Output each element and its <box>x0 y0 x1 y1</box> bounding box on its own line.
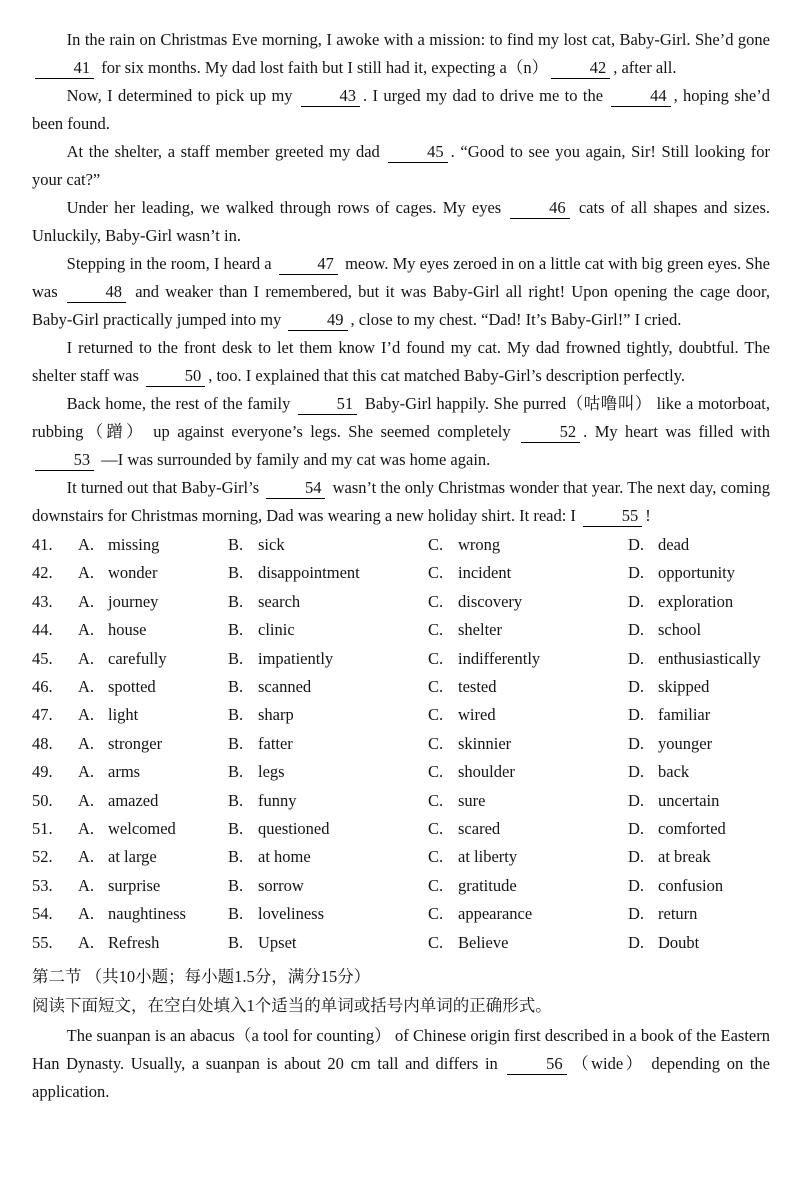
cloze-blank-42: 42 <box>551 58 610 79</box>
option-44-A <box>32 616 228 644</box>
option-44-D <box>628 616 770 644</box>
cloze-blank-44: 44 <box>611 86 670 107</box>
passage-paragraph: Stepping in the room, I heard a 47 meow. My eyes zeroed in on a little cat with big green eyes. She was 48 and weaker than I remembered, but it was Baby-Girl all right! Upon opening the cage door, Baby-Girl practically jumped into my 49 , close to my chest. “Dad! It’s Baby-Girl!” I cried. <box>32 254 771 329</box>
option-text: amazed <box>108 790 159 810</box>
passage-paragraph: It turned out that Baby-Girl’s 54 wasn’t the only Christmas wonder that year. The next day, coming downstairs for Christmas morning, Dad was wearing a new holiday shirt. It read: I 55 ! <box>32 478 770 525</box>
option-41-A <box>32 531 228 559</box>
cloze-blank-43: 43 <box>301 86 360 107</box>
option-45-B <box>228 645 428 673</box>
option-text: wrong <box>458 535 501 554</box>
cloze-blank-51: 51 <box>298 394 357 415</box>
option-47-B <box>228 701 428 729</box>
question-number: 42. <box>32 563 53 583</box>
option-letter: C. <box>428 733 444 753</box>
option-text: scanned <box>258 677 312 697</box>
option-text: indifferently <box>458 648 541 668</box>
question-number: 44. <box>32 620 53 640</box>
option-55-D <box>628 929 770 957</box>
option-52-A <box>32 843 228 871</box>
option-55-B <box>228 929 428 957</box>
option-48-A <box>32 730 228 758</box>
option-text: return <box>658 904 698 924</box>
option-46-C <box>428 673 628 701</box>
option-letter: D. <box>628 847 645 867</box>
cloze-blank-47: 47 <box>279 254 338 275</box>
option-51-B <box>228 815 428 843</box>
question-number: 43. <box>32 591 53 611</box>
option-46-D <box>628 673 770 701</box>
option-letter: D. <box>628 762 645 782</box>
option-46-B <box>228 673 428 701</box>
option-text: scared <box>458 819 501 839</box>
option-text: sorrow <box>258 875 304 895</box>
option-letter: A. <box>78 819 95 839</box>
option-letter: C. <box>428 705 444 725</box>
option-text: naughtiness <box>108 904 186 924</box>
option-letter: D. <box>628 648 645 668</box>
option-50-D <box>628 787 770 815</box>
option-47-D <box>628 701 770 729</box>
option-letter: A. <box>78 591 95 611</box>
option-51-C <box>428 815 628 843</box>
option-53-B <box>228 872 428 900</box>
option-53-D <box>628 872 770 900</box>
option-text: at liberty <box>458 847 518 867</box>
option-41-C <box>428 531 628 559</box>
option-letter: D. <box>628 535 645 554</box>
option-text: enthusiastically <box>658 648 761 668</box>
option-letter: C. <box>428 790 444 810</box>
question-number: 48. <box>32 733 53 753</box>
question-row-48 <box>32 730 770 758</box>
option-42-A <box>32 559 228 587</box>
option-letter: B. <box>228 620 244 640</box>
cloze-blank-49: 49 <box>288 310 347 331</box>
option-letter: B. <box>228 535 244 554</box>
option-51-A <box>32 815 228 843</box>
option-text: comforted <box>658 819 726 839</box>
option-text: familiar <box>658 705 711 725</box>
option-text: spotted <box>108 677 156 697</box>
option-letter: B. <box>228 648 244 668</box>
option-text: skipped <box>658 677 710 697</box>
question-row-46 <box>32 673 770 701</box>
option-text: sure <box>458 790 486 810</box>
option-letter: C. <box>428 932 444 952</box>
option-52-B <box>228 843 428 871</box>
option-letter: B. <box>228 733 244 753</box>
option-53-A <box>32 872 228 900</box>
question-row-49 <box>32 758 770 786</box>
question-number: 49. <box>32 762 53 782</box>
question-number: 47. <box>32 705 53 725</box>
option-55-C <box>428 929 628 957</box>
option-text: house <box>108 620 147 640</box>
cloze-blank-46: 46 <box>510 198 569 219</box>
option-41-B <box>228 531 428 559</box>
option-42-D <box>628 559 770 587</box>
cloze-blank-48: 48 <box>67 282 126 303</box>
option-letter: A. <box>78 705 95 725</box>
option-43-B <box>228 588 428 616</box>
option-45-D <box>628 645 770 673</box>
option-48-D <box>628 730 770 758</box>
option-48-C <box>428 730 628 758</box>
question-number: 54. <box>32 904 53 924</box>
option-text: Believe <box>458 932 509 952</box>
option-text: wired <box>458 705 496 725</box>
question-row-42 <box>32 559 770 587</box>
question-row-50 <box>32 787 770 815</box>
option-text: arms <box>108 762 141 782</box>
option-letter: C. <box>428 535 444 554</box>
section-two <box>32 962 770 1106</box>
option-54-B <box>228 900 428 928</box>
option-text: wonder <box>108 563 158 583</box>
option-text: younger <box>658 733 713 753</box>
option-text: school <box>658 620 702 640</box>
option-letter: D. <box>628 932 645 952</box>
option-letter: A. <box>78 762 95 782</box>
section-two-passage <box>32 1022 770 1106</box>
option-50-C <box>428 787 628 815</box>
question-row-43 <box>32 588 770 616</box>
option-text: at large <box>108 847 157 867</box>
option-49-C <box>428 758 628 786</box>
option-letter: C. <box>428 620 444 640</box>
option-text: incident <box>458 563 512 583</box>
option-55-A <box>32 929 228 957</box>
option-48-B <box>228 730 428 758</box>
passage-paragraph: In the rain on Christmas Eve morning, I awoke with a mission: to find my lost cat, Baby-Girl. She’d gone 41 for six months. My dad lost faith but I still had it, expecting a（n） 42 , after all. <box>32 26 770 82</box>
option-49-B <box>228 758 428 786</box>
option-letter: B. <box>228 762 244 782</box>
option-49-A <box>32 758 228 786</box>
section-two-instruction: 阅读下面短文，在空白处填入1个适当的单词或括号内单词的正确形式。 <box>32 996 552 1016</box>
option-text: appearance <box>458 904 533 924</box>
option-letter: A. <box>78 733 95 753</box>
option-letter: D. <box>628 705 645 725</box>
option-45-A <box>32 645 228 673</box>
option-46-A <box>32 673 228 701</box>
option-letter: B. <box>228 847 244 867</box>
option-text: exploration <box>658 591 734 611</box>
option-text: sharp <box>258 705 294 725</box>
section-two-paragraph: The suanpan is an abacus（a tool for counting） of Chinese origin first described in a book of the Eastern Han Dynasty. Usually, a suanpan is about 20 cm tall and differs in 56 （wide） depending on the application. <box>32 1026 770 1102</box>
option-43-D <box>628 588 770 616</box>
option-letter: C. <box>428 819 444 839</box>
option-text: search <box>258 591 301 611</box>
option-letter: D. <box>628 875 645 895</box>
option-letter: A. <box>78 535 95 554</box>
option-letter: A. <box>78 790 95 810</box>
option-letter: D. <box>628 620 645 640</box>
question-row-45 <box>32 645 770 673</box>
option-54-D <box>628 900 770 928</box>
question-number: 46. <box>32 677 53 697</box>
option-text: shoulder <box>458 762 515 782</box>
option-text: shelter <box>458 620 502 640</box>
option-letter: B. <box>228 819 244 839</box>
cloze-blank-53: 53 <box>35 450 94 471</box>
option-54-C <box>428 900 628 928</box>
cloze-blank-50: 50 <box>146 366 205 387</box>
option-letter: A. <box>78 648 95 668</box>
question-number: 52. <box>32 847 53 867</box>
option-47-A <box>32 701 228 729</box>
option-text: fatter <box>258 733 293 753</box>
question-number: 41. <box>32 535 53 554</box>
option-letter: C. <box>428 904 444 924</box>
option-text: questioned <box>258 819 330 839</box>
cloze-blank-52: 52 <box>521 422 580 443</box>
option-41-D <box>628 531 770 559</box>
option-51-D <box>628 815 770 843</box>
question-number: 51. <box>32 819 53 839</box>
option-letter: C. <box>428 648 444 668</box>
option-text: Refresh <box>108 932 160 952</box>
option-53-C <box>428 872 628 900</box>
option-text: Doubt <box>658 932 700 952</box>
option-text: loveliness <box>258 904 324 924</box>
cloze-blank-55: 55 <box>583 506 642 527</box>
passage-paragraph: Now, I determined to pick up my 43 . I urged my dad to drive me to the 44 , hoping she’d been found. <box>32 86 770 133</box>
option-letter: B. <box>228 563 244 583</box>
option-text: carefully <box>108 648 167 668</box>
option-text: missing <box>108 535 160 554</box>
option-54-A <box>32 900 228 928</box>
question-number: 50. <box>32 790 53 810</box>
option-text: legs <box>258 762 285 782</box>
option-letter: A. <box>78 932 95 952</box>
option-text: dead <box>658 535 690 554</box>
option-letter: A. <box>78 620 95 640</box>
option-43-C <box>428 588 628 616</box>
option-text: welcomed <box>108 819 176 839</box>
cloze-blank-45: 45 <box>388 142 447 163</box>
option-text: opportunity <box>658 563 735 583</box>
option-letter: D. <box>628 591 645 611</box>
option-text: confusion <box>658 875 724 895</box>
option-letter: D. <box>628 733 645 753</box>
option-letter: B. <box>228 790 244 810</box>
option-42-B <box>228 559 428 587</box>
option-letter: B. <box>228 677 244 697</box>
option-text: at break <box>658 847 711 867</box>
option-text: funny <box>258 790 297 810</box>
question-row-55 <box>32 929 770 957</box>
option-letter: C. <box>428 875 444 895</box>
option-letter: A. <box>78 677 95 697</box>
option-43-A <box>32 588 228 616</box>
option-text: discovery <box>458 591 523 611</box>
option-letter: C. <box>428 762 444 782</box>
option-letter: D. <box>628 790 645 810</box>
option-letter: D. <box>628 563 645 583</box>
option-letter: B. <box>228 591 244 611</box>
option-letter: B. <box>228 875 244 895</box>
question-row-54 <box>32 900 770 928</box>
option-letter: C. <box>428 591 444 611</box>
option-44-C <box>428 616 628 644</box>
option-text: skinnier <box>458 733 512 753</box>
option-letter: A. <box>78 904 95 924</box>
option-letter: A. <box>78 875 95 895</box>
option-44-B <box>228 616 428 644</box>
question-row-53 <box>32 872 770 900</box>
option-letter: B. <box>228 904 244 924</box>
option-letter: D. <box>628 819 645 839</box>
option-50-A <box>32 787 228 815</box>
option-45-C <box>428 645 628 673</box>
option-text: clinic <box>258 620 295 640</box>
passage-paragraph: Back home, the rest of the family 51 Baby-Girl happily. She purred（咕噜叫） like a motorboat, rubbing（蹭） up against everyone’s legs. She seemed completely 52 . My heart was filled with 53 —I was surrounded by family and my cat was home again. <box>32 394 770 469</box>
option-letter: C. <box>428 847 444 867</box>
cloze-blank-56: 56 <box>507 1054 566 1075</box>
option-42-C <box>428 559 628 587</box>
option-text: light <box>108 705 139 725</box>
option-52-C <box>428 843 628 871</box>
option-text: tested <box>458 677 497 697</box>
question-number: 55. <box>32 932 53 952</box>
option-text: disappointment <box>258 563 360 583</box>
cloze-passage <box>32 26 770 530</box>
option-text: uncertain <box>658 790 720 810</box>
option-letter: B. <box>228 705 244 725</box>
option-text: Upset <box>258 932 297 952</box>
option-text: surprise <box>108 875 161 895</box>
question-row-47 <box>32 701 770 729</box>
option-text: sick <box>258 535 285 554</box>
option-text: stronger <box>108 733 163 753</box>
section-two-heading: 第二节 （共10小题；每小题1.5分，满分15分） <box>32 967 371 987</box>
option-letter: D. <box>628 904 645 924</box>
option-text: gratitude <box>458 875 517 895</box>
question-number: 45. <box>32 648 53 668</box>
option-47-C <box>428 701 628 729</box>
options-table <box>32 531 770 957</box>
option-50-B <box>228 787 428 815</box>
option-text: impatiently <box>258 648 334 668</box>
question-row-52 <box>32 843 770 871</box>
passage-paragraph: At the shelter, a staff member greeted my dad 45 . “Good to see you again, Sir! Still looking for your cat?” <box>32 142 771 189</box>
option-text: back <box>658 762 690 782</box>
cloze-blank-54: 54 <box>266 478 325 499</box>
option-letter: B. <box>228 932 244 952</box>
option-letter: C. <box>428 677 444 697</box>
question-row-51 <box>32 815 770 843</box>
option-49-D <box>628 758 770 786</box>
question-row-41 <box>32 531 770 559</box>
question-number: 53. <box>32 875 53 895</box>
option-52-D <box>628 843 770 871</box>
passage-paragraph: I returned to the front desk to let them know I’d found my cat. My dad frowned tightly, doubtful. The shelter staff was 50 , too. I explained that this cat matched Baby-Girl’s description perfectly. <box>32 338 770 385</box>
option-letter: A. <box>78 563 95 583</box>
option-text: journey <box>108 591 159 611</box>
cloze-blank-41: 41 <box>35 58 94 79</box>
option-text: at home <box>258 847 311 867</box>
option-letter: C. <box>428 563 444 583</box>
question-row-44 <box>32 616 770 644</box>
option-letter: A. <box>78 847 95 867</box>
option-letter: D. <box>628 677 645 697</box>
passage-paragraph: Under her leading, we walked through rows of cages. My eyes 46 cats of all shapes and sizes. Unluckily, Baby-Girl wasn’t in. <box>32 198 770 245</box>
